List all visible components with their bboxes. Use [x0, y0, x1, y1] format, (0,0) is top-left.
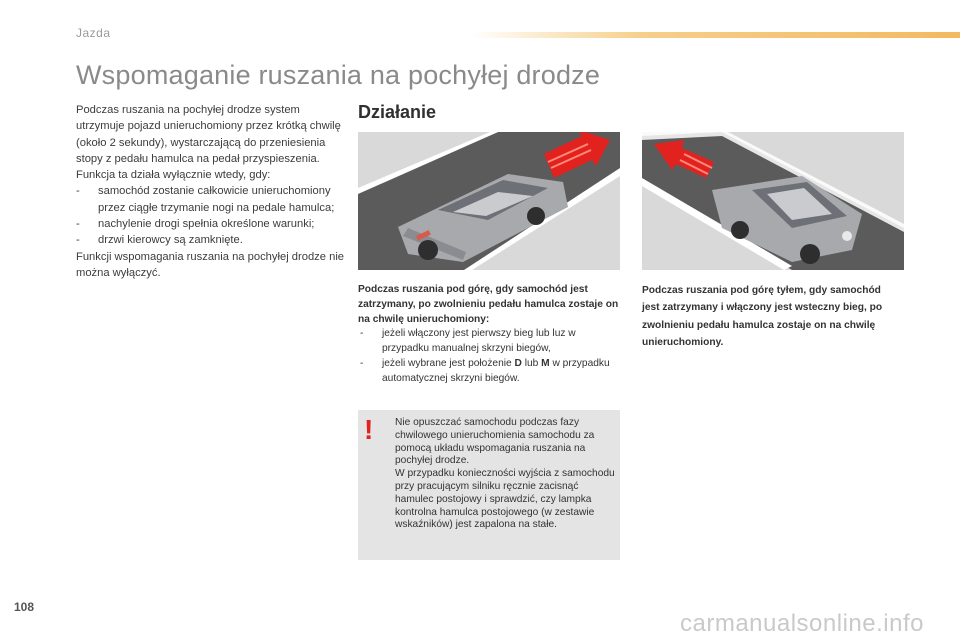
page-number: 108 — [14, 600, 35, 614]
intro-paragraph: Podczas ruszania na pochyłej drodze system utrzymuje pojazd unieruchomiony przez krótką chwilę (około 2 sekundy), wystarczającą do przeniesienia stopy z pedału hamulca na pedał przyspieszenia. — [76, 104, 341, 165]
caption-uphill-reverse: Podczas ruszania pod górę tyłem, gdy samochód jest zatrzymany i włączony jest wsteczny bieg, po zwolnieniu pedału hamulca zostaje on na chwilę unieruchomiony. — [642, 285, 883, 348]
warning-text — [395, 417, 617, 532]
caption-lead: Podczas ruszania pod górę, gdy samochód jest zatrzymany, po zwolnieniu pedału hamulca zostaje on na chwilę unieruchomiony: — [358, 284, 619, 325]
warning-icon: ! — [364, 414, 374, 445]
warning-box — [358, 410, 620, 560]
gear-condition-manual: - jeżeli włączony jest pierwszy bieg lub luz w przypadku manualnej skrzyni biegów, — [358, 327, 624, 357]
conditions-list — [76, 183, 346, 248]
car-uphill-reverse-illustration — [642, 132, 904, 270]
car-uphill-reverse-image — [642, 132, 904, 270]
intro-note: Funkcji wspomagania ruszania na pochyłej drodze nie można wyłączyć. — [76, 250, 345, 279]
section-heading: Działanie — [358, 102, 437, 122]
item-text: lub — [521, 357, 542, 369]
gear-conditions-list — [358, 327, 624, 386]
gear-d-label: D — [514, 357, 522, 369]
car-uphill-forward-image — [358, 132, 620, 270]
warning-paragraph: Nie opuszczać samochodu podczas fazy chwilowego unieruchomienia samochodu za pomocą układu wspomagania ruszania na pochyłej drodze. — [395, 417, 595, 467]
page-title: Wspomaganie ruszania na pochyłej drodze — [76, 60, 601, 90]
car-uphill-forward-illustration — [358, 132, 620, 270]
caption-uphill-forward — [358, 283, 624, 387]
item-text: w przypadku automatycznej skrzyni biegów. — [382, 357, 610, 384]
item-text: jeżeli wybrane jest położenie — [382, 357, 515, 369]
gear-condition-automatic — [358, 357, 624, 387]
watermark: carmanualsonline.info — [680, 610, 924, 637]
intro-condition-lead: Funkcja ta działa wyłącznie wtedy, gdy: — [76, 169, 271, 182]
condition-item: - drzwi kierowcy są zamknięte. — [76, 232, 346, 248]
condition-item: - nachylenie drogi spełnia określone warunki; — [76, 216, 346, 232]
header-accent-bar — [470, 32, 960, 38]
condition-item: - samochód zostanie całkowicie unieruchomiony przez ciągłe trzymanie nogi na pedale hamulca; — [76, 183, 346, 216]
intro-text — [76, 102, 346, 281]
warning-paragraph: W przypadku konieczności wyjścia z samochodu przy pracującym silniku ręcznie zacisnąć hamulec postojowy i sprawdzić, czy lampka kontrolna hamulca postojowego (w zestawie wskaźników) jest zapalona na stałe. — [395, 468, 615, 531]
gear-m-label: M — [541, 357, 550, 369]
section-label: Jazda — [76, 26, 111, 40]
